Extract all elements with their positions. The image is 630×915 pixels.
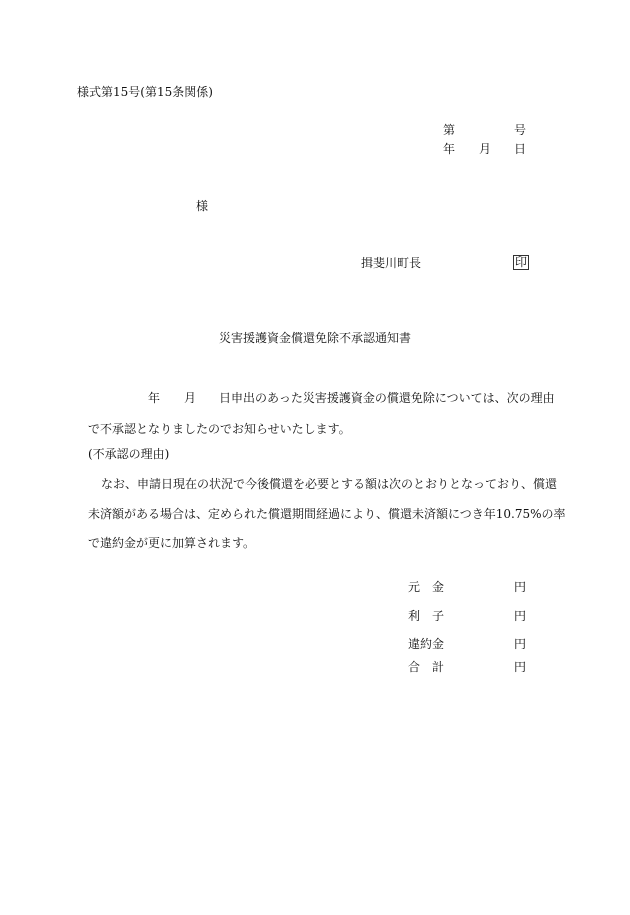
document-title: 災害援護資金償還免除不承認通知書 [219,331,412,345]
body-line2: で不承認となりましたのでお知らせいたします。 [88,422,351,436]
amount-unit-principal: 円 [514,580,527,594]
body-line4: 未済額がある場合は、定められた償還期間経過により、償還未済額につき年10.75%の率 [88,507,566,521]
amount-label-interest: 利 子 [408,609,445,623]
date-year: 年 [443,142,456,156]
amount-unit-interest: 円 [514,609,527,623]
issuer-name: 揖斐川町長 [361,256,422,270]
amount-label-total: 合 計 [408,660,445,674]
reason-heading: (不承認の理由) [88,447,170,461]
doc-number-suffix: 号 [514,123,527,137]
addressee-suffix: 様 [196,199,209,213]
body-month: 月 [184,391,197,405]
seal-mark [513,255,529,270]
body-line3: なお、申請日現在の状況で今後償還を必要とする額は次のとおりとなっており、償還 [101,477,558,491]
amount-unit-total: 円 [514,660,527,674]
date-month: 月 [479,142,492,156]
amount-unit-penalty: 円 [514,637,527,651]
form-label: 様式第15号(第15条関係) [77,85,213,99]
amount-label-principal: 元 金 [408,580,445,594]
seal-text: 印 [515,255,528,269]
date-day: 日 [514,142,527,156]
body-year: 年 [148,391,161,405]
amount-label-penalty: 違約金 [408,637,445,651]
doc-number-prefix: 第 [443,123,456,137]
body-line1: 日申出のあった災害援護資金の償還免除については、次の理由 [219,391,555,405]
body-line5: で違約金が更に加算されます。 [88,536,256,550]
